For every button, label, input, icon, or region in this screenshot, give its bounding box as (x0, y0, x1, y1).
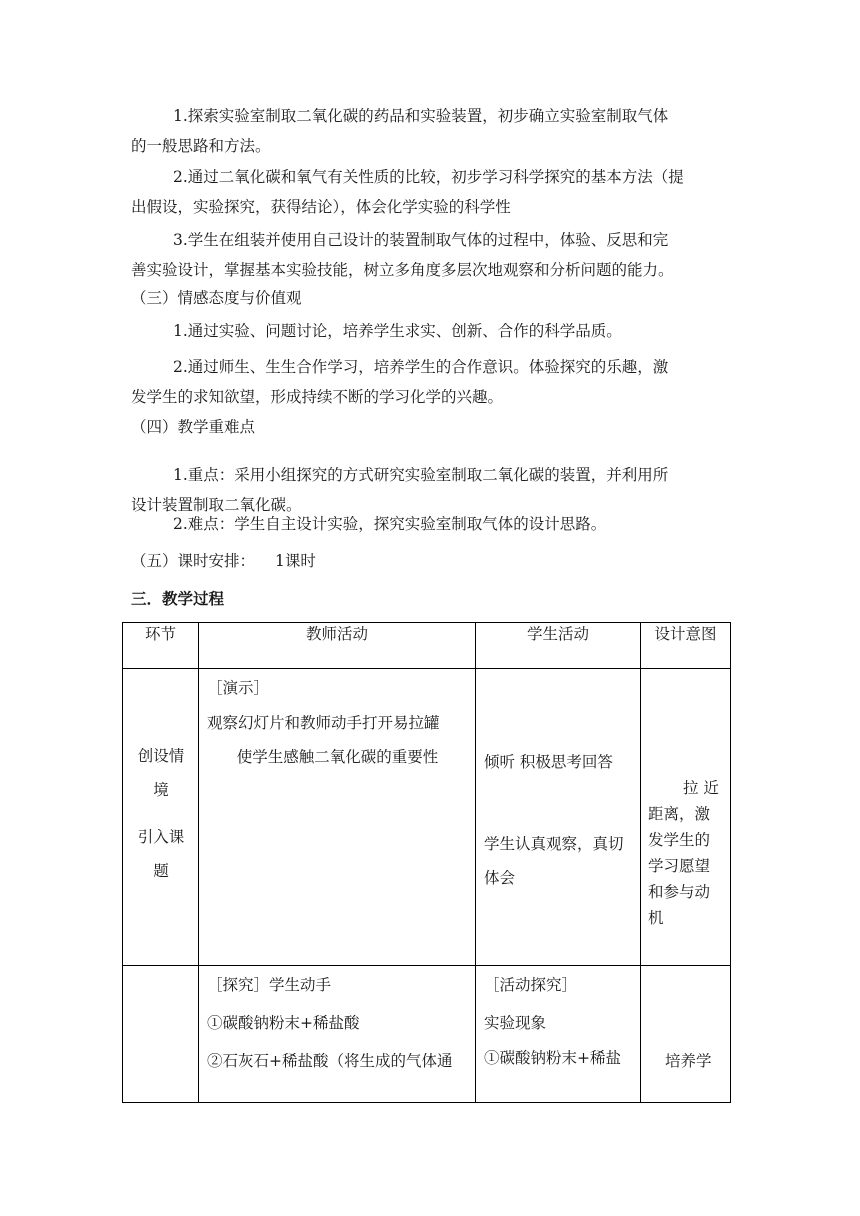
teacher-activity-cell: ［探究］学生动手 ①碳酸钠粉末+稀盐酸 ②石灰石+稀盐酸（将生成的气体通 (199, 966, 476, 1103)
header-stage: 环节 (123, 623, 199, 669)
objective-process-2: 2.通过二氧化碳和氧气有关性质的比较，初步学习科学探究的基本方法（提 出假设，实验探究，获得结论），体会化学实验的科学性 (131, 168, 684, 216)
table-row (123, 966, 731, 1103)
attitude-item-1: 1.通过实验、问题讨论，培养学生求实、创新、合作的科学品质。 (173, 322, 622, 340)
schedule-value: 1课时 (275, 552, 316, 570)
header-teacher-activity: 教师活动 (199, 623, 476, 669)
section-heading-key-points: （四）教学重难点 (131, 418, 256, 436)
key-point-item: 1.重点：采用小组探究的方式研究实验室制取二氧化碳的装置，并利用所 设计装置制取二氧化碳。 (131, 466, 669, 514)
attitude-item-2: 2.通过师生、生生合作学习，培养学生的合作意识。体验探究的乐趣，激 发学生的求知欲望，形成持续不断的学习化学的兴趣。 (131, 358, 669, 406)
part-title-teaching-process: 三．教学过程 (131, 589, 225, 608)
stage-cell: 创设情 境 引入课 题 (123, 669, 199, 966)
design-intent-cell: 拉 近 距离，激 发学生的 学习愿望 和参与动 机 (641, 669, 731, 966)
stage-cell (123, 966, 199, 1103)
student-activity-cell: 倾听 积极思考回答 学生认真观察，真切 体会 (476, 669, 641, 966)
student-activity-cell: ［活动探究］ 实验现象 ①碳酸钠粉末+稀盐 (476, 966, 641, 1103)
teacher-activity-cell: ［演示］ 观察幻灯片和教师动手打开易拉罐 使学生感触二氧化碳的重要性 (199, 669, 476, 966)
difficult-point-item: 2.难点：学生自主设计实验，探究实验室制取气体的设计思路。 (173, 515, 607, 533)
table-header-row (123, 623, 731, 669)
objective-process-1: 1.探索实验室制取二氧化碳的药品和实验装置，初步确立实验室制取气体 的一般思路和方法。 (131, 107, 669, 155)
header-student-activity: 学生活动 (476, 623, 641, 669)
teaching-process-table (122, 622, 731, 1103)
design-intent-cell: 培养学 (641, 966, 731, 1103)
objective-process-3: 3.学生在组装并使用自己设计的装置制取气体的过程中，体验、反思和完 善实验设计，掌握基本实验技能，树立多角度多层次地观察和分析问题的能力。 (131, 231, 674, 279)
section-heading-schedule: （五）课时安排： 1课时 (131, 552, 316, 570)
header-design-intent: 设计意图 (641, 623, 731, 669)
section-heading-attitude: （三）情感态度与价值观 (131, 289, 302, 307)
table-row (123, 669, 731, 966)
